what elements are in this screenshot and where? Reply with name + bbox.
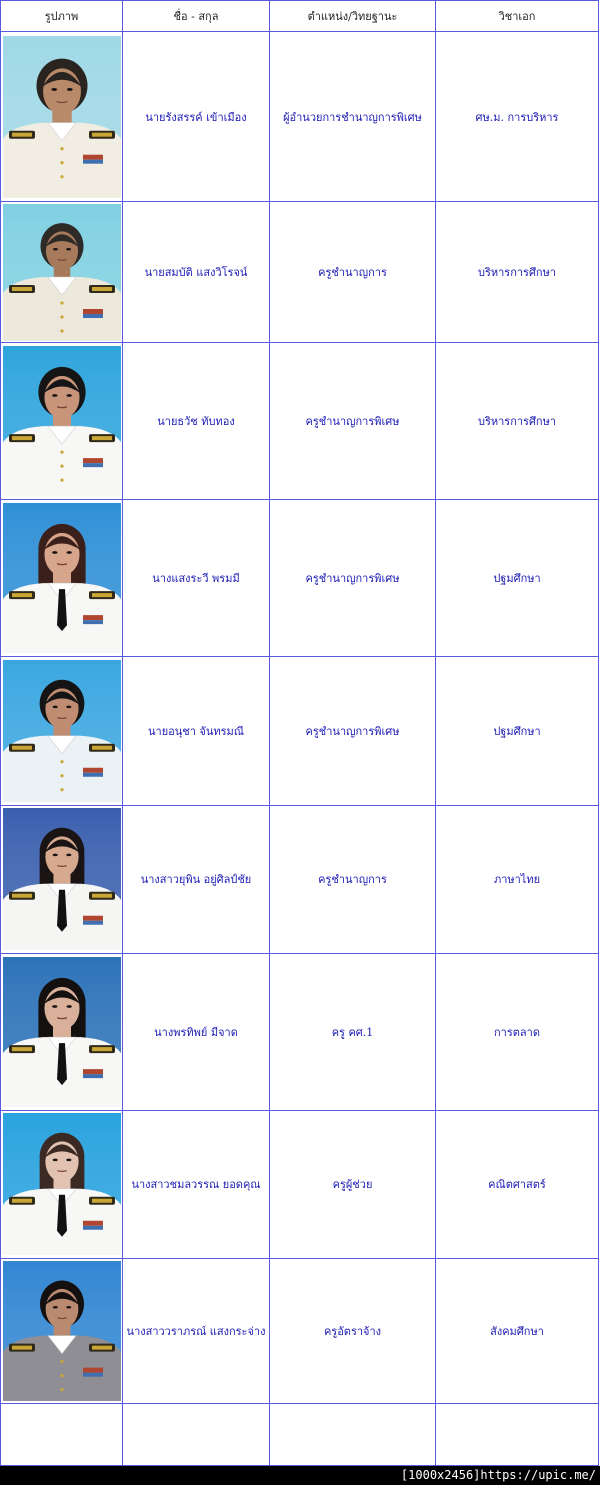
photo-cell <box>1 805 123 953</box>
portrait-illustration <box>3 204 121 341</box>
position-cell: ผู้อำนวยการชำนาญการพิเศษ <box>270 32 436 202</box>
major-cell: ภาษาไทย <box>436 805 599 953</box>
photo-cell <box>1 32 123 202</box>
name-cell: นายธวัช ทับทอง <box>123 343 270 500</box>
table-row <box>1 1258 599 1403</box>
table-header-row <box>1 1 599 32</box>
portrait-illustration <box>3 1261 121 1401</box>
portrait-illustration <box>3 346 121 496</box>
photo-cell <box>1 657 123 805</box>
empty-cell <box>436 1403 599 1465</box>
photo-cell <box>1 953 123 1110</box>
major-cell: คณิตศาสตร์ <box>436 1110 599 1258</box>
staff-photo <box>3 957 121 1107</box>
photo-cell <box>1 1258 123 1403</box>
staff-photo <box>3 1113 121 1255</box>
photo-cell <box>1 202 123 343</box>
table-row <box>1 953 599 1110</box>
photo-cell <box>1 343 123 500</box>
table-row <box>1 32 599 202</box>
staff-photo <box>3 346 121 496</box>
major-cell: ปฐมศึกษา <box>436 500 599 657</box>
position-cell: ครูชำนาญการพิเศษ <box>270 657 436 805</box>
header-position: ตำแหน่ง/วิทยฐานะ <box>270 1 436 32</box>
name-cell: นางพรทิพย์ มีจาด <box>123 953 270 1110</box>
name-cell: นายอนุชา จันทรมณี <box>123 657 270 805</box>
table-row <box>1 202 599 343</box>
empty-cell <box>1 1403 123 1465</box>
major-cell: สังคมศึกษา <box>436 1258 599 1403</box>
name-cell: นางแสงระวี พรมมี <box>123 500 270 657</box>
major-cell: ปฐมศึกษา <box>436 657 599 805</box>
staff-photo <box>3 36 121 198</box>
portrait-illustration <box>3 957 121 1107</box>
position-cell: ครูชำนาญการพิเศษ <box>270 343 436 500</box>
staff-photo <box>3 808 121 950</box>
major-cell: บริหารการศึกษา <box>436 343 599 500</box>
empty-row <box>1 1403 599 1465</box>
photo-cell <box>1 500 123 657</box>
name-cell: นางสาววราภรณ์ แสงกระจ่าง <box>123 1258 270 1403</box>
watermark-text: [1000x2456]https://upic.me/ <box>400 1468 596 1482</box>
table-body <box>1 32 599 1466</box>
photo-cell <box>1 1110 123 1258</box>
header-photo: รูปภาพ <box>1 1 123 32</box>
portrait-illustration <box>3 1113 121 1255</box>
major-cell: บริหารการศึกษา <box>436 202 599 343</box>
position-cell: ครู คศ.1 <box>270 953 436 1110</box>
table-row <box>1 500 599 657</box>
portrait-illustration <box>3 36 121 198</box>
major-cell: การตลาด <box>436 953 599 1110</box>
empty-cell <box>123 1403 270 1465</box>
table-row <box>1 1110 599 1258</box>
name-cell: นางสาวชมลวรรณ ยอดคุณ <box>123 1110 270 1258</box>
header-name: ชื่อ - สกุล <box>123 1 270 32</box>
portrait-illustration <box>3 808 121 950</box>
position-cell: ครูชำนาญการ <box>270 805 436 953</box>
table-row <box>1 657 599 805</box>
name-cell: นายรังสรรค์ เข้าเมือง <box>123 32 270 202</box>
name-cell: นายสมบัติ แสงวิโรจน์ <box>123 202 270 343</box>
staff-photo <box>3 660 121 802</box>
portrait-illustration <box>3 660 121 802</box>
table-row <box>1 805 599 953</box>
staff-photo <box>3 204 121 341</box>
major-cell: ศษ.ม. การบริหาร <box>436 32 599 202</box>
header-major: วิชาเอก <box>436 1 599 32</box>
empty-cell <box>270 1403 436 1465</box>
staff-photo <box>3 1261 121 1401</box>
position-cell: ครูชำนาญการพิเศษ <box>270 500 436 657</box>
table-row <box>1 343 599 500</box>
position-cell: ครูผู้ช่วย <box>270 1110 436 1258</box>
name-cell: นางสาวยุพิน อยู่ศิลป์ชัย <box>123 805 270 953</box>
position-cell: ครูชำนาญการ <box>270 202 436 343</box>
position-cell: ครูอัตราจ้าง <box>270 1258 436 1403</box>
portrait-illustration <box>3 503 121 653</box>
staff-photo <box>3 503 121 653</box>
